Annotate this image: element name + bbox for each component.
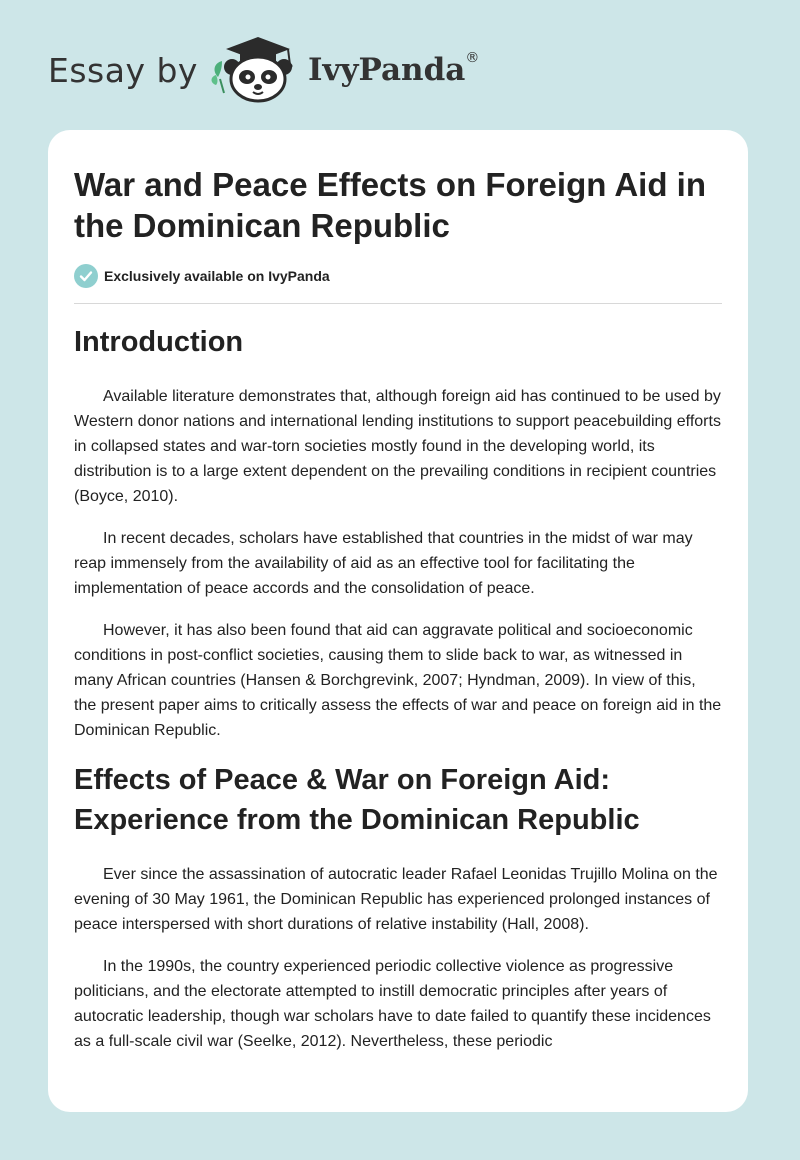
section-heading-effects: Effects of Peace & War on Foreign Aid: Experience from the Dominican Republic <box>74 764 640 836</box>
article-card <box>48 130 748 1112</box>
section-heading-introduction: Introduction <box>74 326 244 358</box>
registered-mark: ® <box>465 50 480 66</box>
panda-logo-icon[interactable] <box>210 33 302 108</box>
exclusive-badge-label: Exclusively available on IvyPanda <box>104 268 330 284</box>
article-body <box>74 322 722 1071</box>
brand-header <box>48 30 479 110</box>
check-icon <box>74 264 98 288</box>
divider <box>74 303 722 304</box>
paragraph: Available literature demonstrates that, although foreign aid has continued to be used by Western donor nations and international lending institutions to support peacebuilding efforts in collapsed states and war-torn societies mostly found in the developing world, its distribution is to a large extent dependent on the prevailing conditions in recipient countries (Boyce, 2010). <box>74 388 721 505</box>
paragraph: However, it has also been found that aid can aggravate political and socioeconomic conditions in post-conflict societies, causing them to slide back to war, as witnessed in many African countries (Hansen & Borchgrevink, 2007; Hyndman, 2009). In view of this, the present paper aims to critically assess the effects of war and peace on foreign aid in the Dominican Republic. <box>74 622 722 739</box>
article-title: War and Peace Effects on Foreign Aid in the Dominican Republic <box>74 166 706 244</box>
exclusive-badge <box>74 264 330 288</box>
paragraph: In the 1990s, the country experienced periodic collective violence as progressive politicians, and the electorate attempted to instill democratic principles after years of autocratic leadership, though war scholars have to date failed to quantify these incidences as a full-scale civil war (Seelke, 2012). Nevertheless, these periodic <box>74 958 711 1050</box>
brand-name[interactable]: IvyPanda® <box>307 50 480 88</box>
paragraph: In recent decades, scholars have established that countries in the midst of war may reap immensely from the availability of aid as an effective tool for facilitating the implementation of peace accords and the consolidation of peace. <box>74 530 693 597</box>
brand-prefix: Essay by <box>48 50 198 90</box>
paragraph: Ever since the assassination of autocratic leader Rafael Leonidas Trujillo Molina on the evening of 30 May 1961, the Dominican Republic has experienced prolonged instances of peace interspersed with short durations of relative instability (Hall, 2008). <box>74 866 718 933</box>
